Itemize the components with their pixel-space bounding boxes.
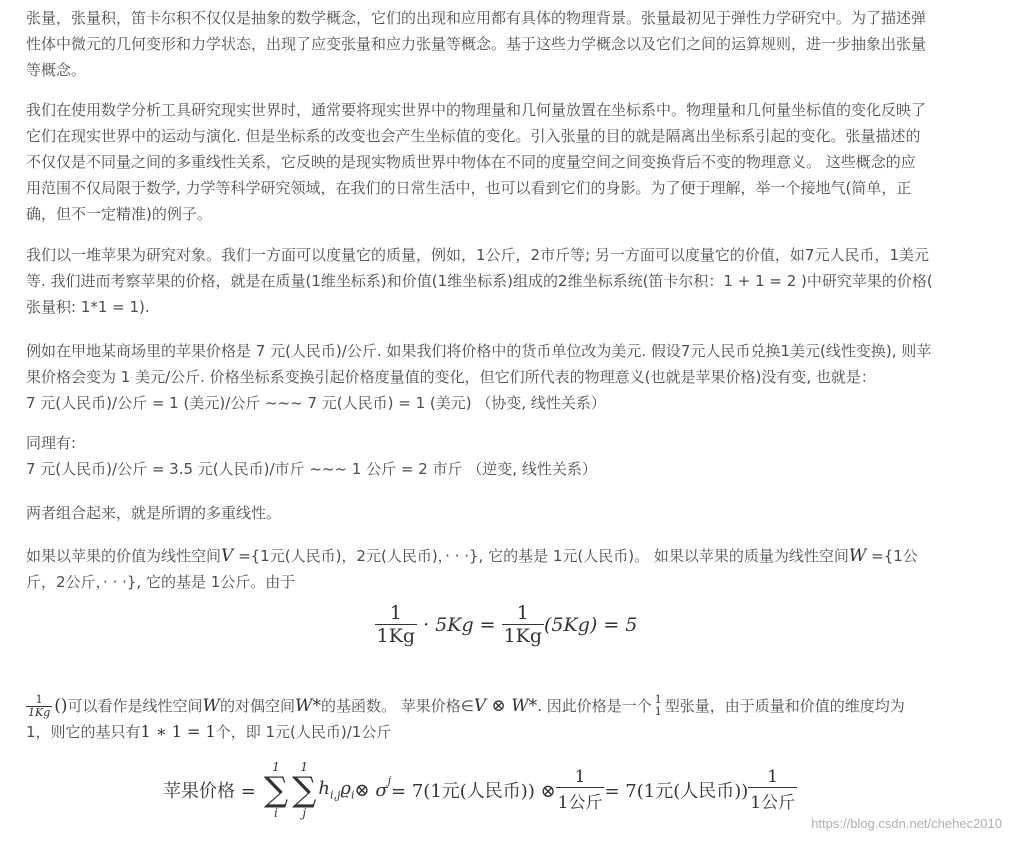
text-line: 等. 我们进而考察苹果的价格，就是在质量(1维坐标系)和价值(1维坐标系)组成的2维坐标系统(笛卡尔积：1 + 1 = 2 )中研究苹果的价格( bbox=[26, 272, 933, 290]
fraction-left bbox=[375, 602, 417, 647]
paragraph-coordinates bbox=[26, 97, 926, 227]
text-line: 同理有: bbox=[26, 434, 77, 452]
tensor-subscript: i,j bbox=[329, 788, 341, 802]
text-line: 斤，2公斤，· · ·}, 它的基是 1公斤。由于 bbox=[26, 573, 296, 591]
text-line: 它们在现实世界中的运动与演化. 但是坐标系的改变也会产生坐标值的变化。引入张量的目的就是隔离出坐标系引起的变化。张量描述的 bbox=[26, 127, 921, 145]
paragraph-apples bbox=[26, 242, 933, 320]
text-fragment: 的对偶空间 bbox=[220, 697, 296, 715]
math-symbol-w: W bbox=[202, 696, 221, 716]
equation-middle: · 5Kg = bbox=[423, 613, 496, 636]
text-fragment: 个，即 1元(人民币)/1公斤 bbox=[215, 723, 392, 741]
tensor-type-fraction bbox=[653, 694, 664, 718]
sigma-superscript: j bbox=[387, 774, 392, 787]
text-fragment: 如果以苹果的价值为线性空间 bbox=[26, 547, 222, 565]
fraction-numerator: 1 bbox=[767, 767, 779, 787]
paragraph-multilinear bbox=[26, 500, 281, 526]
text-line: 7 元(人民币)/公斤 = 1 (美元)/公斤 ~~~ 7 元(人民币) = 1 (美元) （协变, 线性关系） bbox=[26, 394, 606, 412]
text-line: 张量，张量积，笛卡尔积不仅仅是抽象的数学概念，它们的出现和应用都有具体的物理背景。张量最初见于弹性力学研究中。为了描述弹 bbox=[26, 9, 927, 27]
fraction-numerator: 1 bbox=[574, 767, 586, 787]
sum-lower-limit: j bbox=[302, 806, 307, 820]
paragraph-tensor-origin bbox=[26, 5, 926, 83]
math-parens: () bbox=[54, 696, 68, 716]
text-line: 例如在甲地某商场里的苹果价格是 7 元(人民币)/公斤. 如果我们将价格中的货币单位改为美元. 假设7元人民币兑换1美元(线性变换), 则苹 bbox=[26, 342, 932, 360]
sum-upper-limit: 1 bbox=[300, 760, 309, 774]
text-line: 张量积: 1*1 = 1). bbox=[26, 298, 150, 316]
text-line bbox=[26, 543, 918, 569]
equation-part: = 7(1元(人民币)) ⊗ bbox=[391, 781, 556, 802]
text-line: 性体中微元的几何变形和力学状态，出现了应变张量和应力张量等概念。基于这些力学概念以及它们之间的运算规则，进一步抽象出张量 bbox=[26, 35, 927, 53]
equation-one-over-kg bbox=[0, 602, 1012, 647]
watermark-url: https://blog.csdn.net/chehec2010 bbox=[811, 816, 1002, 831]
text-line: 用范围不仅局限于数学, 力学等科学研究领域，在我们的日常生活中，也可以看到它们的身影。为了便于理解，举一个接地气(简单，正 bbox=[26, 179, 912, 197]
fraction-denominator: 1Kg bbox=[28, 705, 51, 719]
sum-upper-limit: 1 bbox=[272, 760, 280, 774]
fraction-right bbox=[502, 602, 544, 647]
tensor-type-lower: 1 bbox=[654, 705, 662, 718]
text-fragment: 1，则它的基只有 bbox=[26, 723, 141, 741]
fraction-denominator: 1公斤 bbox=[748, 787, 797, 813]
text-line: 7 元(人民币)/公斤 = 3.5 元(人民币)/市斤 ~~~ 1 公斤 = 2 市斤 （逆变, 线性关系） bbox=[26, 460, 597, 478]
fraction-one-over-kg bbox=[26, 694, 52, 719]
fraction-numerator: 1 bbox=[389, 602, 402, 624]
equation-part: = 7(1元(人民币)) bbox=[604, 781, 749, 802]
math-symbol-v: V bbox=[221, 546, 234, 566]
text-fragment: . 因此价格是一个 bbox=[537, 697, 652, 715]
text-line: 不仅仅是不同量之间的多重线性关系，它反映的是现实物质世界中物体在不同的度量空间之间变换背后不变的物理意义。 这些概念的应 bbox=[26, 153, 916, 171]
math-tensor-product: V ⊗ W* bbox=[473, 696, 538, 716]
text-fragment: ={1元(人民币)，2元(人民币)，· · ·}, 它的基是 1元(人民币)。 如果以苹果的质量为线性空间 bbox=[233, 547, 849, 565]
tensor-component bbox=[318, 778, 354, 802]
sigma-symbol: ∑ bbox=[292, 770, 317, 810]
text-line: 两者组合起来，就是所谓的多重线性。 bbox=[26, 504, 282, 522]
text-line: 我们以一堆苹果为研究对象。我们一方面可以度量它的质量，例如，1公斤，2市斤等; 另一方面可以度量它的价值，如7元人民币，1美元 bbox=[26, 246, 930, 264]
paragraph-linear-spaces bbox=[26, 543, 918, 595]
tensor-symbol: h bbox=[318, 778, 330, 800]
tensor-type-upper: 1 bbox=[654, 693, 662, 706]
text-fragment: 型张量，由于质量和价值的维度均为 bbox=[664, 697, 905, 715]
paragraph-price-example bbox=[26, 338, 931, 416]
rho-symbol: ϱ bbox=[340, 778, 351, 800]
text-line: 确，但不一定精准)的例子。 bbox=[26, 205, 212, 223]
equation-rhs: (5Kg) = 5 bbox=[544, 613, 638, 636]
fraction-numerator: 1 bbox=[516, 602, 529, 624]
fraction-denominator: 1Kg bbox=[376, 625, 416, 647]
fraction-numerator: 1 bbox=[35, 692, 43, 706]
paragraph-dual-space bbox=[26, 693, 905, 745]
text-line bbox=[26, 719, 905, 745]
text-line: 我们在使用数学分析工具研究现实世界时，通常要将现实世界中的物理量和几何量放置在坐标系中。物理量和几何量坐标值的变化反映了 bbox=[26, 101, 927, 119]
paragraph-contravariant bbox=[26, 430, 597, 482]
sum-over-i bbox=[264, 760, 288, 820]
fraction-one-over-jin bbox=[748, 767, 797, 813]
equation-lhs: 苹果价格 = bbox=[163, 781, 256, 802]
fraction-one-over-jin bbox=[556, 767, 605, 813]
fraction-denominator: 1公斤 bbox=[556, 787, 605, 813]
text-fragment: ={1公 bbox=[866, 547, 918, 565]
sum-over-j bbox=[292, 760, 316, 820]
text-fragment: 的基函数。 苹果价格∈ bbox=[321, 697, 474, 715]
text-fragment: 可以看作是线性空间 bbox=[67, 697, 203, 715]
sum-lower-limit: i bbox=[274, 806, 278, 820]
equation-apple-price-tensor bbox=[163, 760, 797, 820]
text-line: 等概念。 bbox=[26, 61, 87, 79]
math-symbol-w-star: W* bbox=[295, 696, 322, 716]
text-line: 果价格会变为 1 美元/公斤. 价格坐标系变换引起价格度量值的变化，但它们所代表的物理意义(也就是苹果价格)没有变, 也就是： bbox=[26, 368, 876, 386]
fraction-denominator: 1Kg bbox=[503, 625, 543, 647]
otimes-sigma: ⊗ σ bbox=[354, 779, 388, 801]
sigma-symbol: ∑ bbox=[263, 770, 289, 810]
text-line bbox=[26, 693, 905, 719]
math-product: 1 ∗ 1 = 1 bbox=[140, 722, 216, 741]
rho-subscript: i bbox=[351, 788, 355, 802]
math-symbol-w: W bbox=[848, 546, 867, 566]
